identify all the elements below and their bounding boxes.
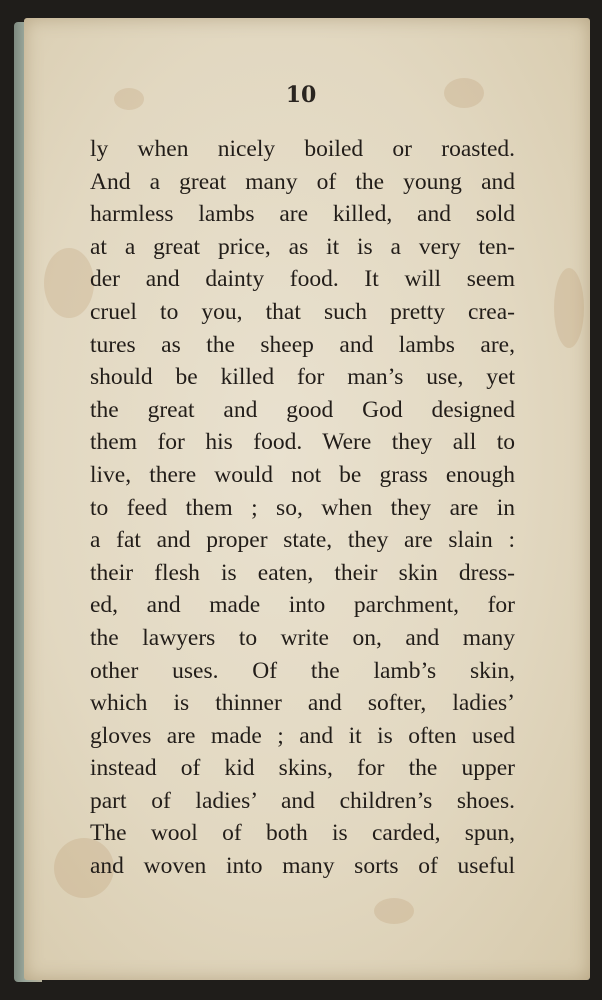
text-line: which is thinner and softer, ladies’ [90, 690, 515, 717]
page-number: 10 [285, 82, 317, 108]
text-line: ly when nicely boiled or roasted. [90, 136, 515, 162]
text-line: der and dainty food. It will seem [90, 266, 515, 293]
text-line: the great and good God designed [90, 396, 515, 423]
text-line: other uses. Of the lamb’s skin, [90, 657, 515, 684]
text-line: them for his food. Were they all to [90, 429, 515, 456]
text-line: ed, and made into parchment, for [90, 592, 515, 619]
text-line: tures as the sheep and lambs are, [90, 331, 515, 358]
text-line: should be killed for man’s use, yet [90, 364, 515, 391]
text-line: the lawyers to write on, and many [90, 624, 515, 651]
paper-stain [44, 248, 94, 318]
text-line: instead of kid skins, for the upper [90, 755, 515, 782]
text-line: part of ladies’ and children’s shoes. [90, 787, 515, 814]
paper-stain [374, 898, 414, 924]
text-line: live, there would not be grass enough [90, 461, 515, 488]
text-line: gloves are made ; and it is often used [90, 722, 515, 749]
text-line: cruel to you, that such pretty crea- [90, 298, 515, 325]
text-line: their flesh is eaten, their skin dress- [90, 559, 515, 586]
text-line: at a great price, as it is a very ten- [90, 233, 515, 260]
text-line: and woven into many sorts of useful [90, 853, 515, 880]
paper-stain [554, 268, 584, 348]
body-text [90, 133, 515, 883]
text-line: a fat and proper state, they are slain : [90, 527, 515, 554]
text-line: The wool of both is carded, spun, [90, 820, 515, 847]
text-line: harmless lambs are killed, and sold [90, 201, 515, 228]
text-line: to feed them ; so, when they are in [90, 494, 515, 521]
text-line: And a great many of the young and [90, 168, 515, 195]
